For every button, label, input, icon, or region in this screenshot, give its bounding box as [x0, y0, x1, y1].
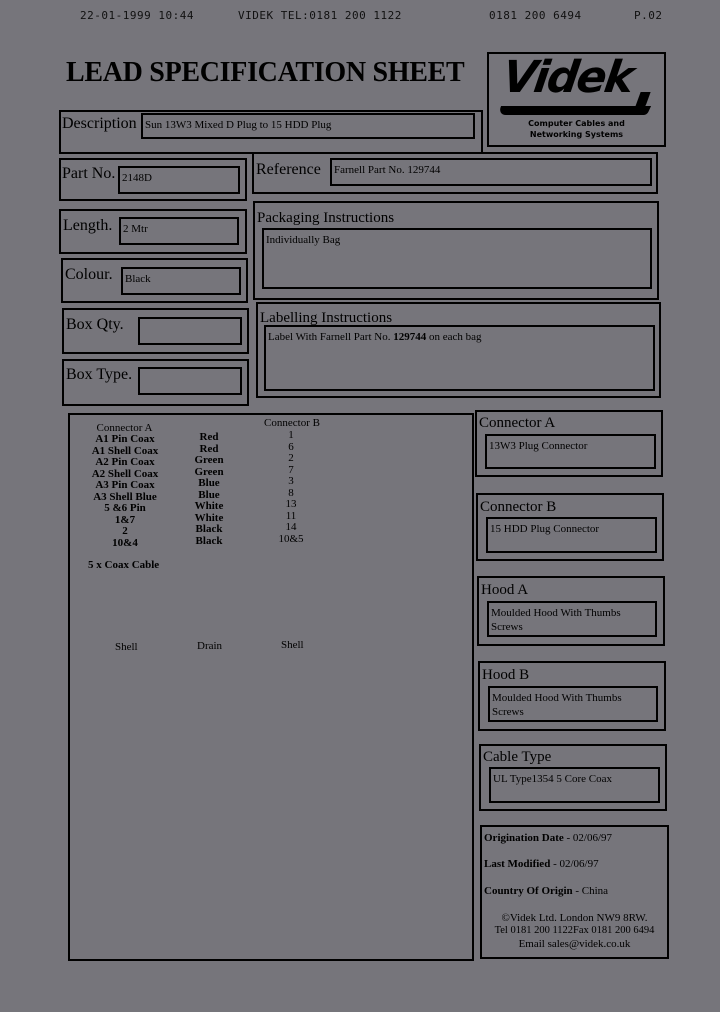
wiring-row-a: 1&7 — [114, 513, 136, 526]
length-section — [59, 209, 247, 254]
description-label: Description — [62, 115, 137, 132]
labelling-text-prefix: Label With Farnell Part No. — [268, 331, 394, 343]
packaging-label: Packaging Instructions — [257, 210, 395, 226]
packaging-section — [253, 201, 659, 300]
fax-page: P.02 — [634, 9, 663, 22]
wiring-row-colour: Red — [199, 442, 219, 455]
shield-left-label: Shell — [115, 641, 138, 653]
logo-swoosh-icon — [497, 106, 651, 115]
length-field[interactable]: 2 Mtr — [119, 217, 239, 245]
length-label: Length. — [63, 217, 113, 234]
wiring-connector-b-header: Connector B — [264, 417, 320, 429]
connector-a-label: Connector A — [479, 415, 556, 431]
box-qty-label: Box Qty. — [66, 316, 124, 333]
colour-section — [61, 258, 248, 303]
labelling-part-number: 129744 — [393, 331, 427, 343]
fax-datetime: 22-01-1999 10:44 — [80, 9, 194, 22]
company-email[interactable]: Email sales@videk.co.uk — [518, 938, 631, 950]
part-no-section — [59, 158, 247, 201]
last-modified: Last Modified - 02/06/97 — [484, 858, 599, 870]
shield-right-label: Shell — [281, 639, 304, 651]
wiring-row-colour: White — [194, 500, 224, 512]
wiring-connector-b-column — [270, 430, 312, 545]
box-type-field[interactable] — [138, 367, 242, 395]
fax-number: 0181 200 6494 — [489, 9, 582, 22]
hood-b-section — [478, 661, 666, 731]
wiring-row-b: 11 — [285, 509, 297, 522]
country-of-origin: Country Of Origin - China — [484, 885, 609, 897]
wiring-row-a: A3 Shell Blue — [93, 490, 157, 503]
logo-tagline: Computer Cables and Networking Systems — [528, 119, 625, 139]
box-qty-section — [62, 308, 249, 354]
colour-field[interactable]: Black — [121, 267, 241, 295]
labelling-field[interactable] — [264, 325, 655, 391]
info-panel — [480, 825, 669, 959]
fax-sender: VIDEK TEL:0181 200 1122 — [238, 9, 402, 22]
part-no-field[interactable]: 2148D — [118, 166, 240, 194]
hood-a-section — [477, 576, 665, 646]
wiring-row-a: 10&4 — [112, 536, 138, 549]
description-field[interactable]: Sun 13W3 Mixed D Plug to 15 HDD Plug — [141, 113, 475, 139]
wiring-colour-column — [185, 432, 233, 547]
wiring-connector-a-column — [75, 434, 175, 549]
wiring-row-b: 7 — [288, 463, 294, 476]
wiring-row-colour: Green — [194, 465, 224, 478]
connector-a-field[interactable]: 13W3 Plug Connector — [485, 434, 656, 469]
wiring-row-a: A1 Pin Coax — [95, 433, 155, 445]
wiring-row-a: 2 — [122, 525, 128, 537]
wiring-row-a: 5 &6 Pin — [104, 502, 146, 514]
wiring-row-b: 13 — [285, 498, 297, 510]
reference-field[interactable]: Farnell Part No. 129744 — [330, 158, 652, 186]
wiring-row-colour: Black — [195, 523, 223, 535]
wiring-row-a: A3 Pin Coax — [95, 479, 155, 491]
box-type-section — [62, 359, 249, 406]
cable-type-field[interactable]: UL Type1354 5 Core Coax — [489, 767, 660, 803]
wiring-panel — [68, 413, 474, 961]
wiring-row-b: 6 — [288, 440, 294, 453]
part-no-label: Part No. — [62, 165, 116, 182]
reference-section — [252, 152, 658, 194]
hood-b-field[interactable]: Moulded Hood With Thumbs Screws — [488, 686, 658, 722]
wiring-row-a: A1 Shell Coax — [91, 444, 159, 457]
wiring-row-colour: Green — [194, 454, 224, 466]
drain-label: Drain — [197, 640, 223, 652]
reference-label: Reference — [256, 161, 321, 178]
labelling-section — [256, 302, 661, 398]
wiring-row-b: 8 — [288, 486, 294, 499]
hood-b-label: Hood B — [482, 667, 530, 683]
box-qty-field[interactable] — [138, 317, 242, 345]
company-phone-fax: Tel 0181 200 1122Fax 0181 200 6494 — [494, 925, 655, 936]
connector-b-label: Connector B — [480, 499, 557, 515]
sheet-title: LEAD SPECIFICATION SHEET — [66, 57, 465, 88]
cable-type-section — [479, 744, 667, 811]
description-section — [59, 110, 483, 154]
connector-b-section — [476, 493, 664, 561]
wiring-row-colour: White — [194, 511, 224, 524]
hood-a-label: Hood A — [481, 582, 529, 598]
wiring-row-b: 10&5 — [278, 532, 304, 545]
box-type-label: Box Type. — [66, 366, 133, 383]
wiring-row-a: A2 Shell Coax — [91, 467, 159, 480]
origination-date: Origination Date - 02/06/97 — [484, 832, 613, 844]
wiring-connector-a-header: Connector A — [96, 422, 153, 434]
labelling-label: Labelling Instructions — [260, 310, 393, 326]
wiring-row-b: 2 — [288, 452, 294, 464]
connector-b-field[interactable]: 15 HDD Plug Connector — [486, 517, 657, 553]
videk-logo — [487, 52, 666, 147]
connector-a-section — [475, 410, 663, 477]
wiring-row-b: 1 — [288, 429, 294, 441]
logo-brand: Videk — [499, 52, 636, 103]
wiring-row-colour: Blue — [198, 477, 220, 489]
cable-type-label: Cable Type — [483, 749, 552, 765]
wiring-row-colour: Red — [199, 431, 219, 443]
colour-label: Colour. — [65, 266, 113, 283]
wiring-row-colour: Blue — [198, 488, 220, 501]
wiring-row-colour: Black — [195, 534, 223, 547]
wiring-row-a: A2 Pin Coax — [95, 456, 155, 468]
cable-note: 5 x Coax Cable — [88, 559, 160, 571]
company-address: ©Videk Ltd. London NW9 8RW. — [501, 912, 648, 924]
wiring-row-b: 3 — [288, 475, 294, 487]
hood-a-field[interactable]: Moulded Hood With Thumbs Screws — [487, 601, 657, 637]
wiring-row-b: 14 — [285, 521, 297, 533]
labelling-text-suffix: on each bag — [426, 331, 482, 343]
packaging-field[interactable]: Individually Bag — [262, 228, 652, 289]
